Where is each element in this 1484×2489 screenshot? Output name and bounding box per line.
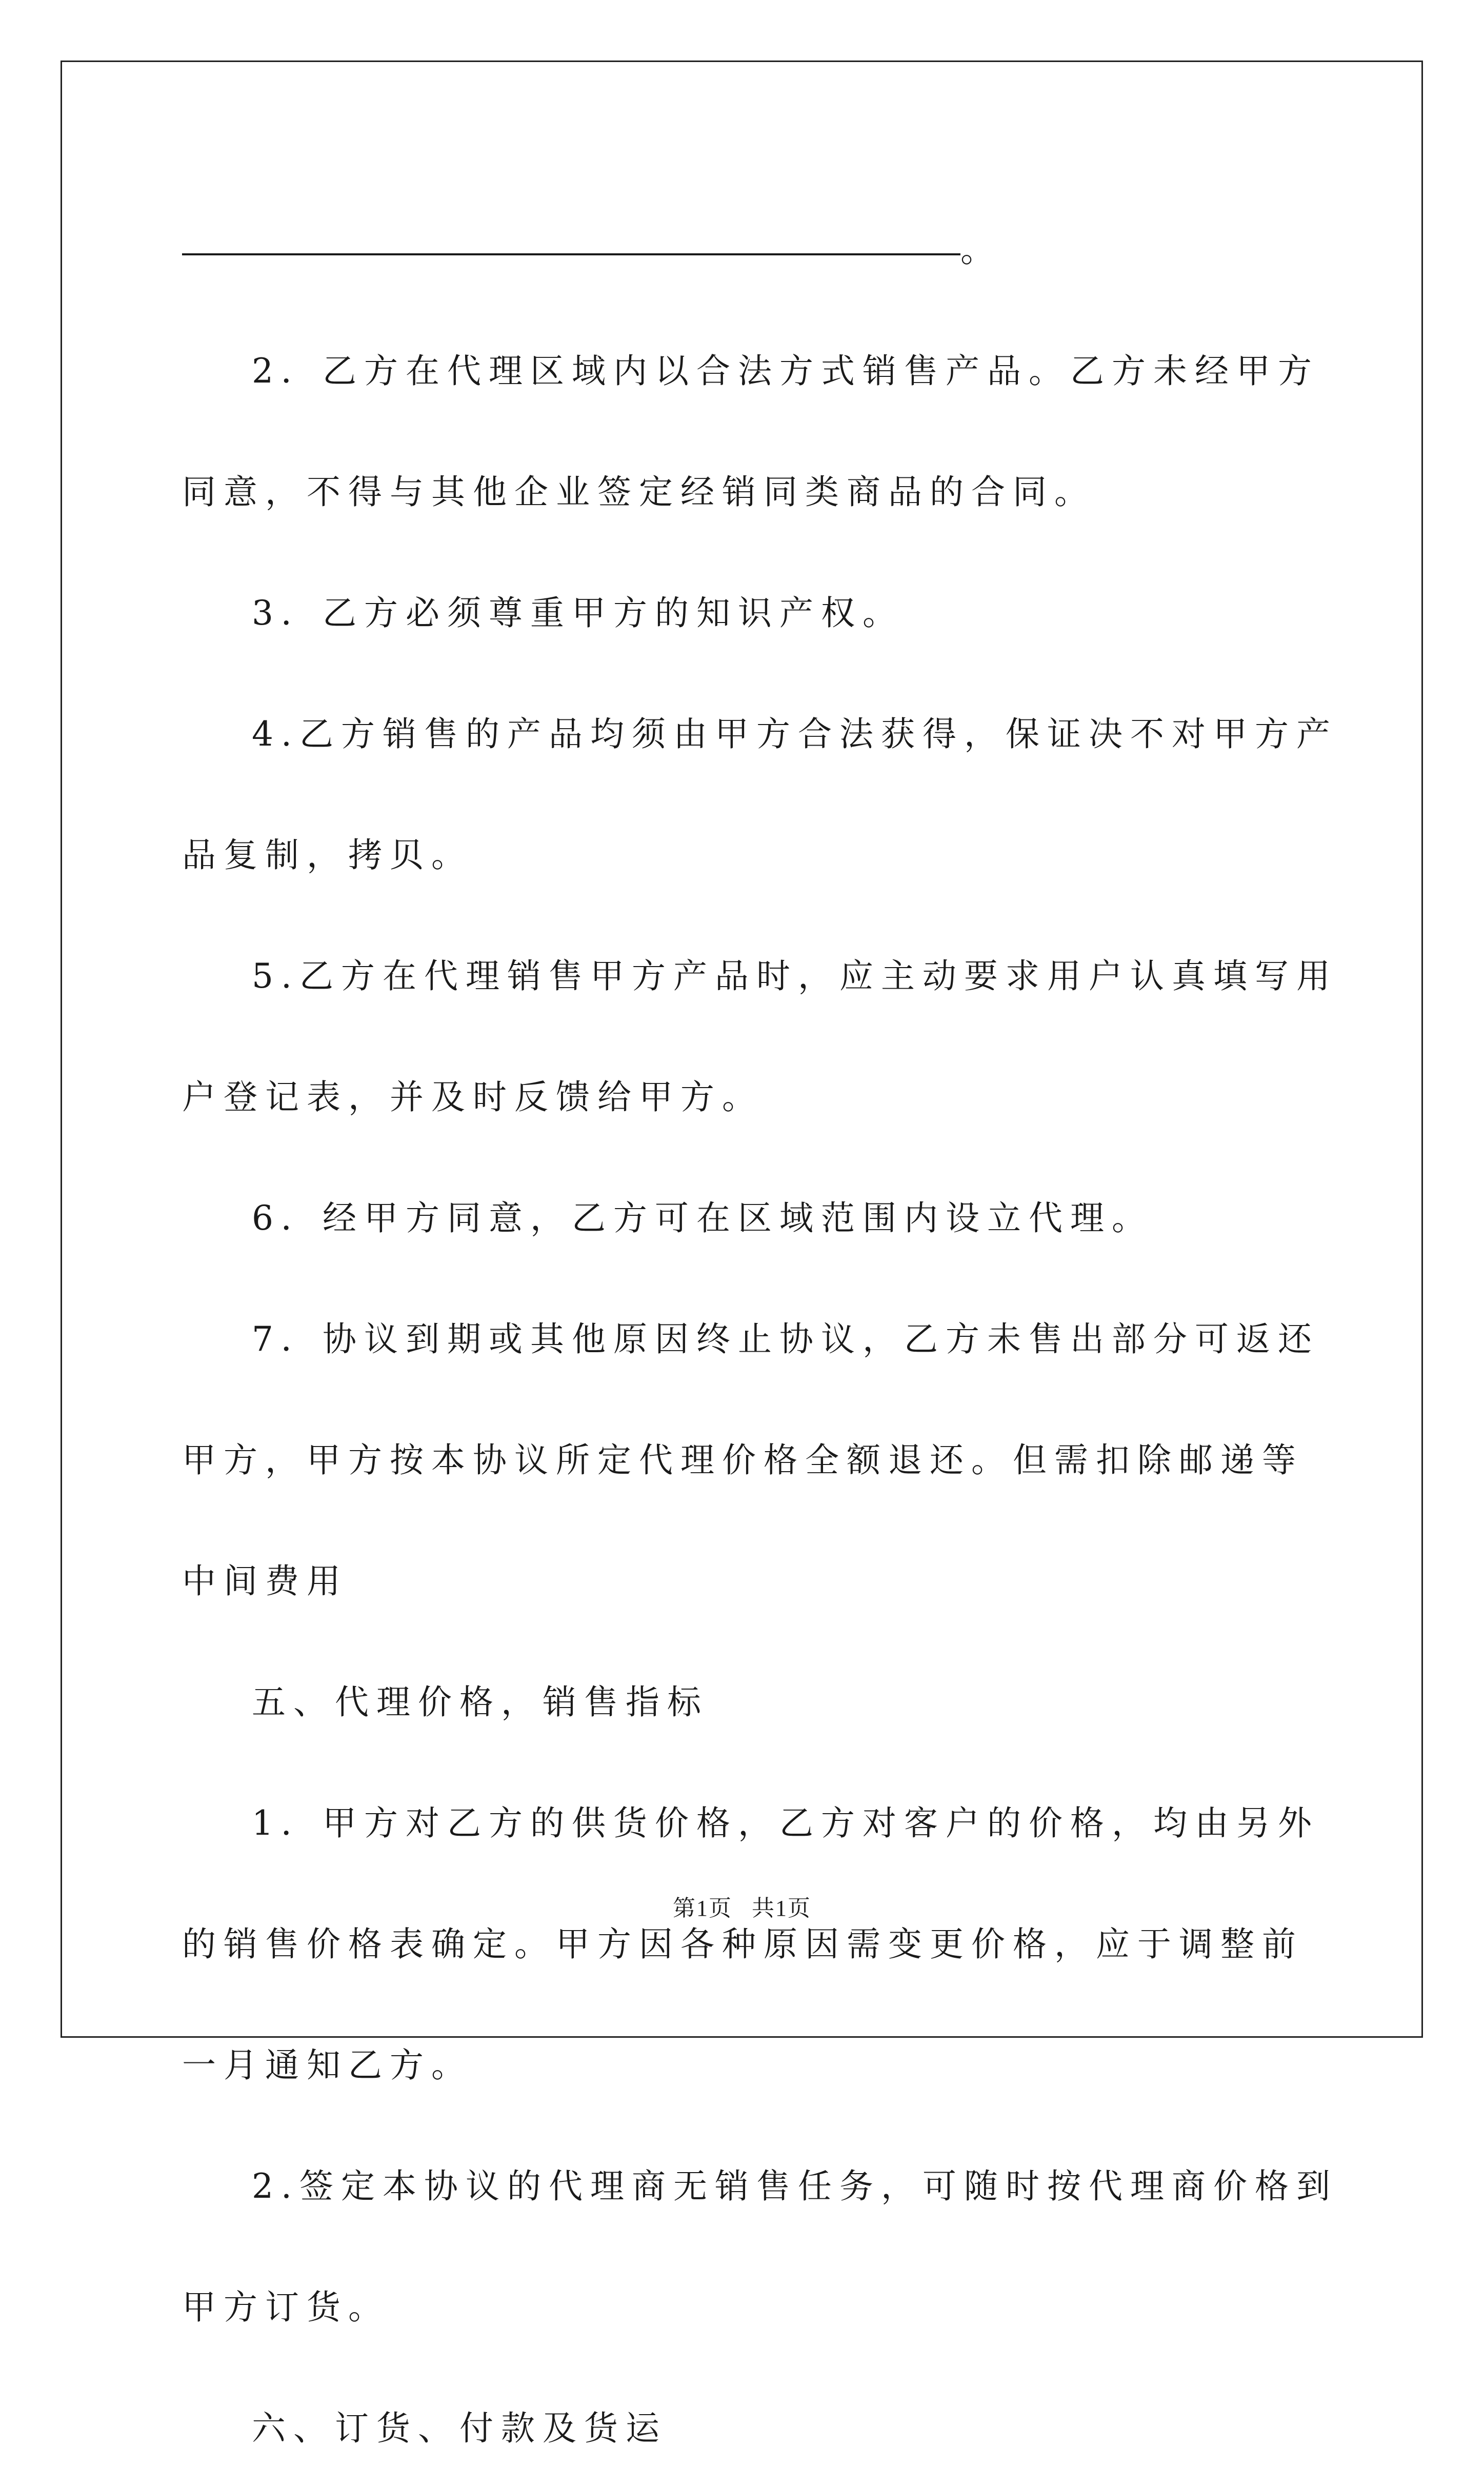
paragraph-clause-2: 2．乙方在代理区域内以合法方式销售产品。乙方未经甲方同意，不得与其他企业签定经销同类商品的合同。: [182, 351, 1319, 512]
paragraph-price-1: 1．甲方对乙方的供货价格，乙方对客户的价格，均由另外的销售价格表确定。甲方因各种原因需变更价格，应于调整前一月通知乙方。: [182, 1803, 1319, 2085]
page-number-total: 共1页: [752, 1896, 811, 1921]
page-number-current: 第1页: [673, 1896, 732, 1921]
document-body: [182, 190, 1341, 2489]
blank-fill-line: [182, 190, 1341, 311]
paragraph-clause-6: 6．经甲方同意，乙方可在区域范围内设立代理。: [252, 1198, 1153, 1238]
underline-blank: [182, 253, 960, 255]
section-heading-5: 五、代理价格，销售指标: [252, 1682, 709, 1722]
page-footer: [0, 1890, 1484, 1922]
paragraph-clause-5: 5.乙方在代理销售甲方产品时，应主动要求用户认真填写用户登记表，并及时反馈给甲方。: [182, 956, 1338, 1117]
paragraph-clause-4: 4.乙方销售的产品均须由甲方合法获得，保证决不对甲方产品复制，拷贝。: [182, 714, 1338, 875]
section-heading-6: 六、订货、付款及货运: [252, 2408, 667, 2448]
paragraph-clause-3: 3．乙方必须尊重甲方的知识产权。: [252, 593, 904, 633]
blank-line-suffix: 。: [960, 230, 1002, 270]
paragraph-clause-7: 7．协议到期或其他原因终止协议，乙方未售出部分可返还甲方，甲方按本协议所定代理价格全额退还。但需扣除邮递等中间费用: [182, 1319, 1319, 1601]
paragraph-price-2: 2.签定本协议的代理商无销售任务，可随时按代理商价格到甲方订货。: [182, 2166, 1338, 2327]
